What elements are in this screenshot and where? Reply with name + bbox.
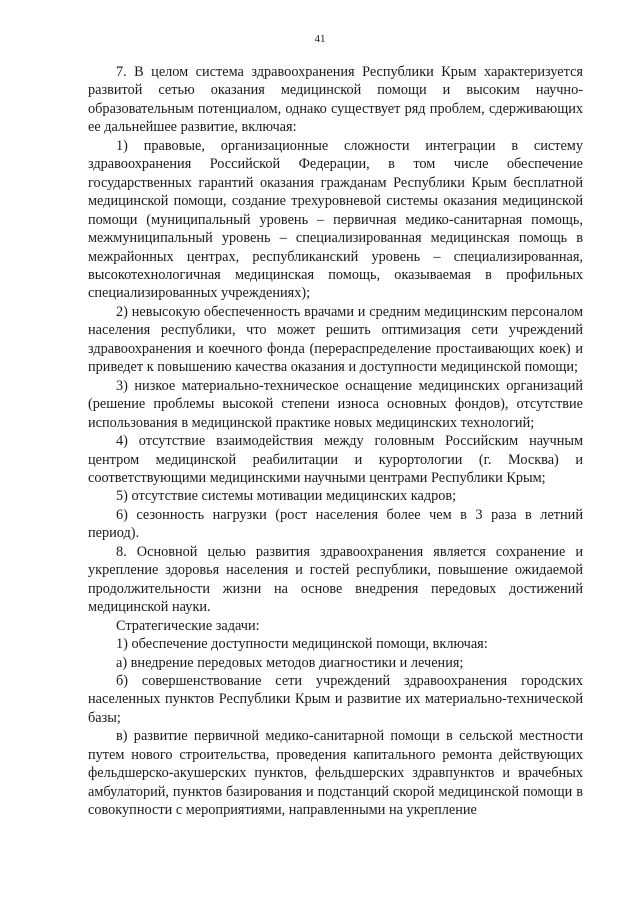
task-subitem-a: а) внедрение передовых методов диагностики и лечения; <box>116 654 464 671</box>
paragraph-8-goal: 8. Основной целью развития здравоохранения является сохранение и укрепление здоровья населения и гостей республики, повышение ожидаемой продолжительности жизни на основе внедрения передовых достижений медицинской науки. <box>88 543 583 616</box>
task-subitem-v: в) развитие первичной медико-санитарной помощи в сельской местности путем нового строительства, проведения капитального ремонта действующих фельдшерско-акушерских пунктов, фельдшерских здравпунктов и врачебных амбулаторий, пунктов базирования и подстанций скорой медицинской помощи в совокупности с мероприятиями, направленными на укрепление <box>88 728 583 819</box>
strategic-tasks-heading: Стратегические задачи: <box>116 617 260 634</box>
task-item-1: 1) обеспечение доступности медицинской помощи, включая: <box>116 636 488 653</box>
task-subitem-b: б) совершенствование сети учреждений здравоохранения городских населенных пунктов Республики Крым и развитие их материально-технической базы; <box>88 672 583 726</box>
paragraph-7-intro: 7. В целом система здравоохранения Республики Крым характеризуется развитой сетью оказания медицинской помощи и высоким научно-образовательным потенциалом, однако существует ряд проблем, сдерживающих ее дальнейшее развитие, включая: <box>88 64 583 136</box>
problem-item-2: 2) невысокую обеспеченность врачами и средним медицинским персоналом населения республики, что может решить оптимизация сети учреждений здравоохранения и коечного фонда (перераспределение простаивающих коек) и приведет к повышению качества оказания и доступности медицинской помощи; <box>88 303 583 376</box>
page-number: 41 <box>314 33 326 45</box>
problem-item-3: 3) низкое материально-техническое оснащение медицинских организаций (решение проблемы высокой степени износа основных фондов), отсутствие использования в медицинской практике новых медицинских технологий; <box>88 377 583 431</box>
problem-item-1: 1) правовые, организационные сложности интеграции в систему здравоохранения Российской Федерации, в том числе обеспечение государственных гарантий оказания гражданам Республики Крым бесплатной медицинской помощи, создание трехуровневой системы оказания медицинской помощи (муниципальный уровень – первичная медико-санитарная помощь, межмуниципальный уровень – специализированная медицинская помощь в межрайонных центрах, республиканский уровень – специализированная, высокотехнологичная медицинская помощь, оказываемая в профильных специализированных учреждениях); <box>88 137 583 302</box>
document-body <box>88 63 583 820</box>
problem-item-4: 4) отсутствие взаимодействия между головным Российским научным центром медицинской реабилитации и курортологии (г. Москва) и соответствующими медицинскими научными центрами Республики Крым; <box>88 433 583 486</box>
problem-item-6: 6) сезонность нагрузки (рост населения более чем в 3 раза в летний период). <box>88 506 583 542</box>
problem-item-5: 5) отсутствие системы мотивации медицинских кадров; <box>116 488 457 505</box>
